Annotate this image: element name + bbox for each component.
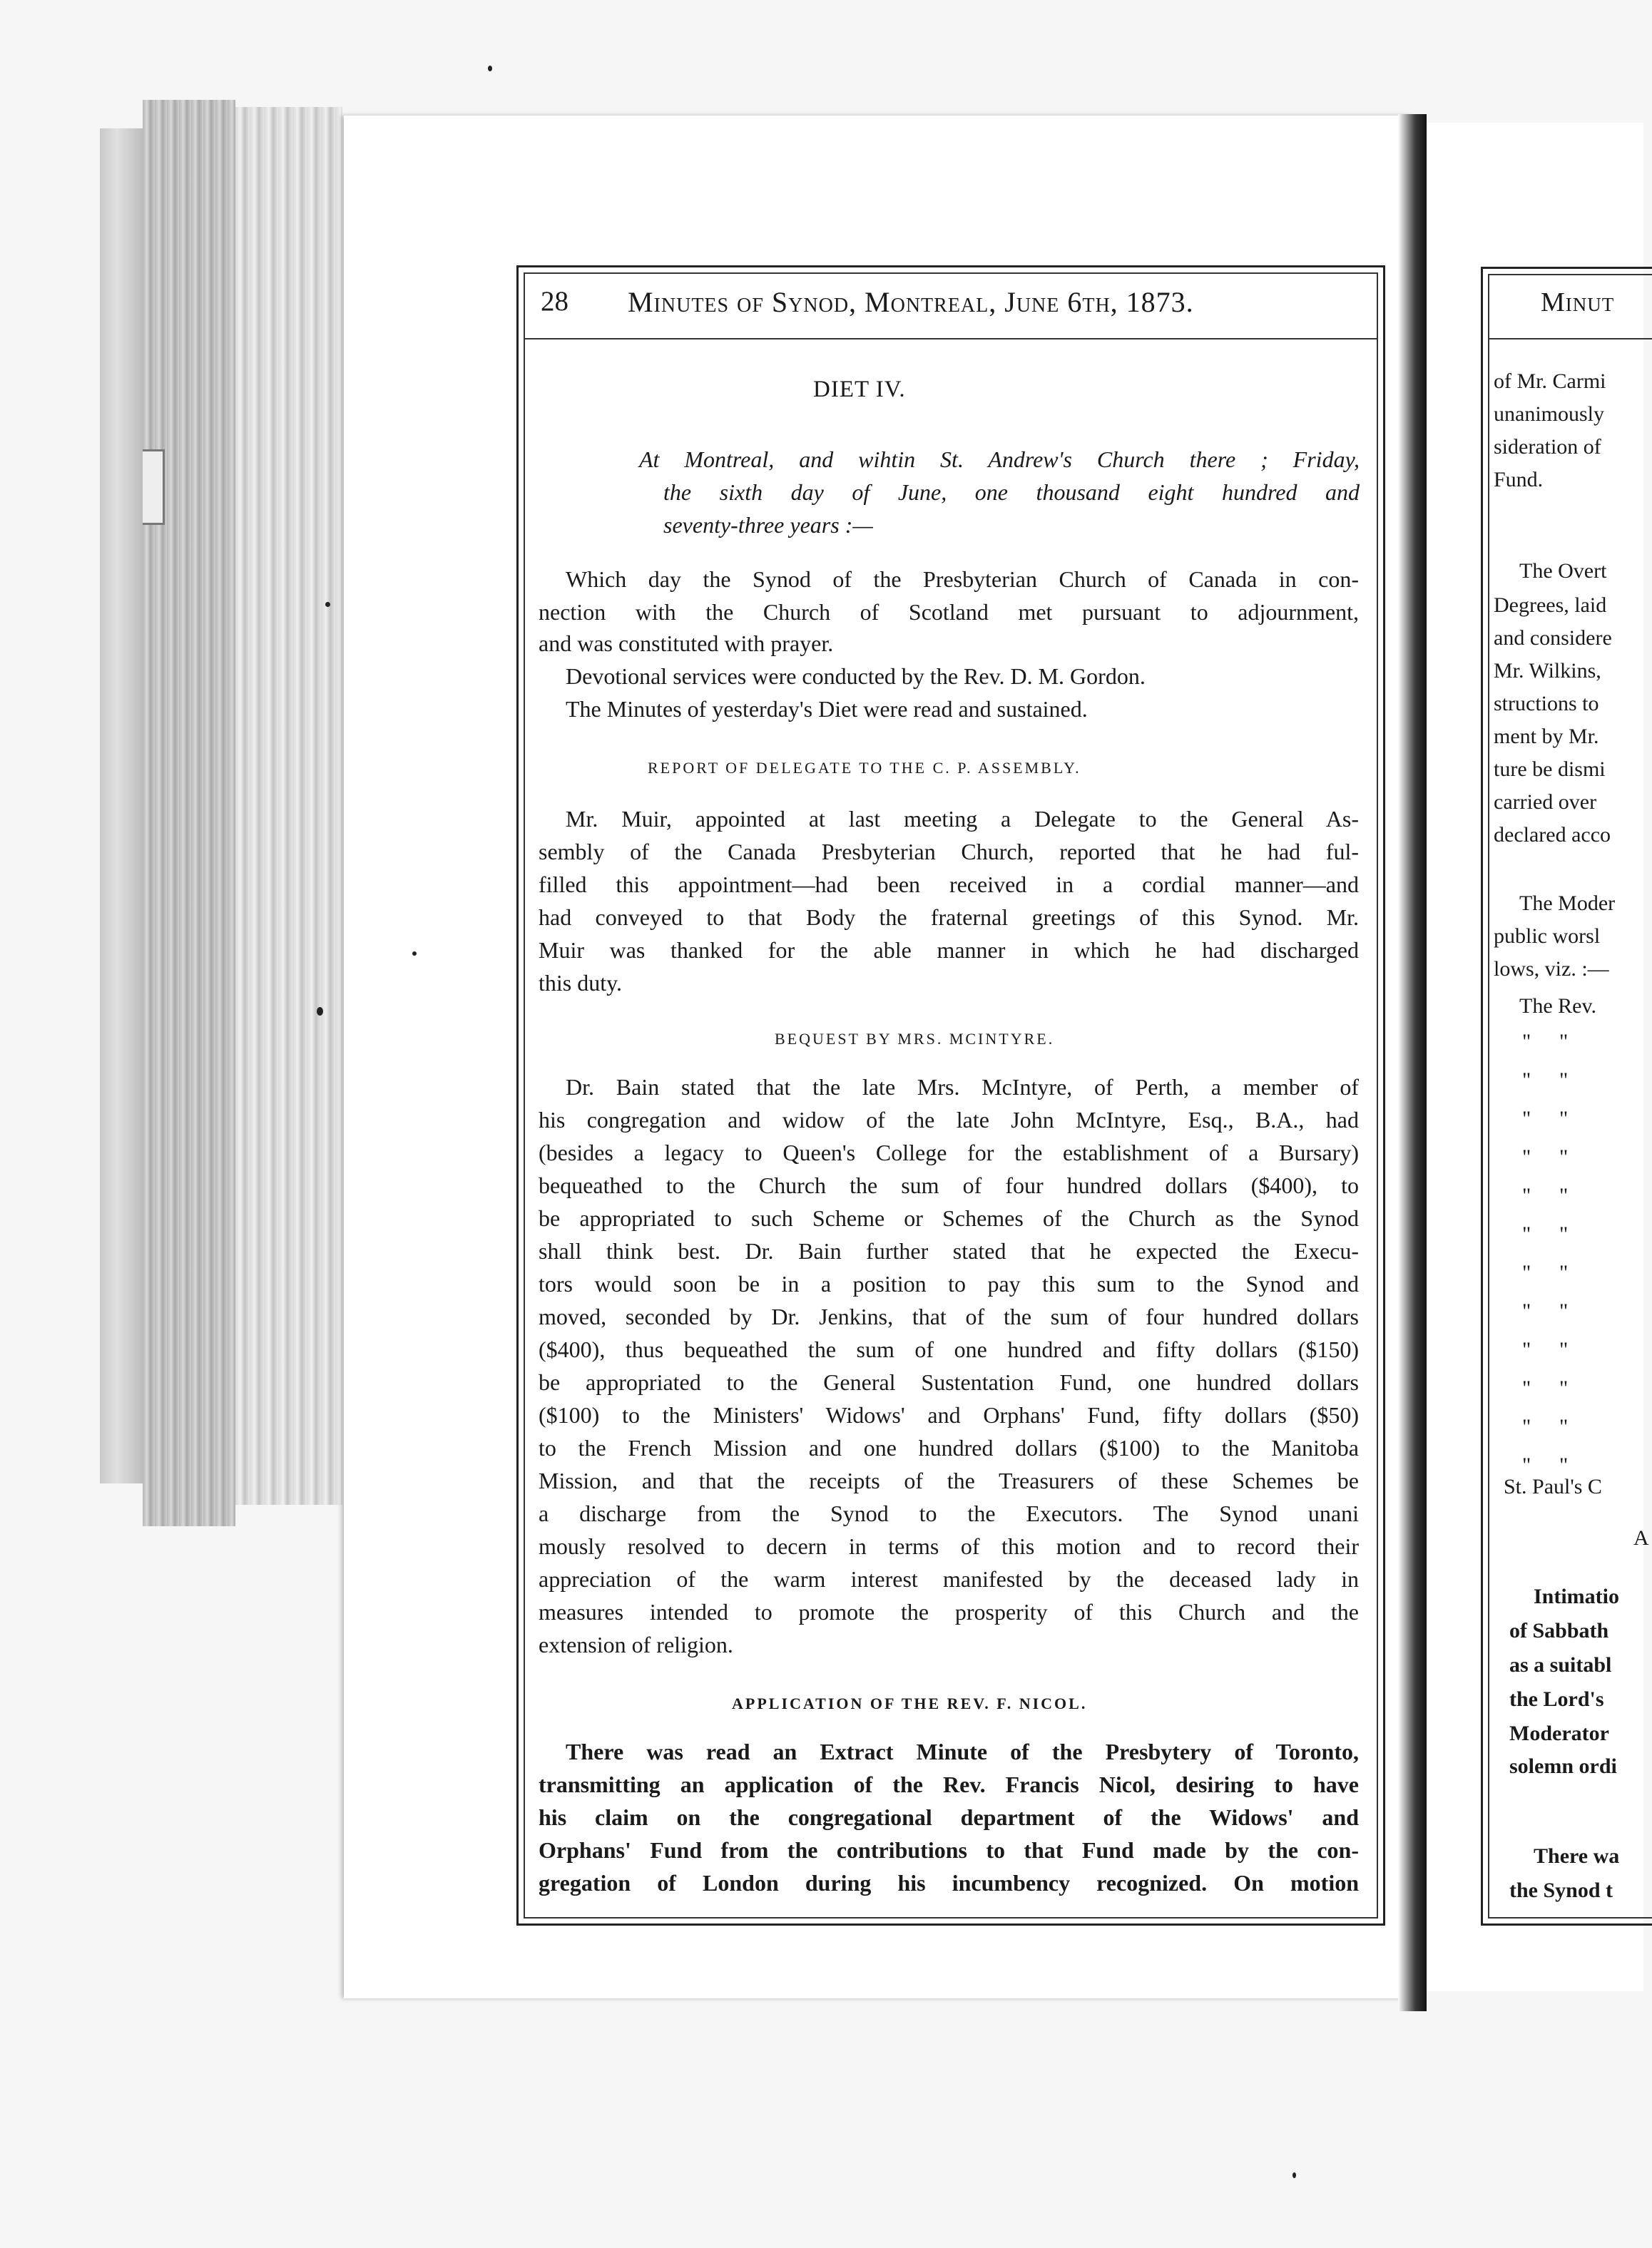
delegate-line: had conveyed to that Body the fraternal greetings of this Synod. Mr. xyxy=(539,904,1359,930)
ditto-mark: " xyxy=(1559,1415,1569,1439)
bequest-line: shall think best. Dr. Bain further stated that he expected the Execu- xyxy=(539,1238,1359,1264)
opening-line: nection with the Church of Scotland met pursuant to adjournment, xyxy=(539,599,1359,625)
right-page-line: and considere xyxy=(1494,626,1612,650)
right-page-line: St. Paul's C xyxy=(1504,1475,1602,1498)
right-page-line: public worsl xyxy=(1494,924,1601,948)
right-page-line: ture be dismi xyxy=(1494,757,1606,781)
section-heading-bequest: BEQUEST BY MRS. MCINTYRE. xyxy=(775,1030,1055,1048)
delegate-line: Muir was thanked for the able manner in which he had discharged xyxy=(539,937,1359,963)
ditto-mark: " xyxy=(1559,1068,1569,1092)
ditto-mark: " xyxy=(1522,1376,1531,1400)
delegate-line: this duty. xyxy=(539,970,623,996)
section-heading-delegate: REPORT OF DELEGATE TO THE C. P. ASSEMBLY. xyxy=(648,759,1081,777)
scan-speck xyxy=(412,951,417,956)
page-stack-edge xyxy=(143,100,235,1526)
right-page-line: lows, viz. :— xyxy=(1494,957,1609,981)
right-page-line: sideration of xyxy=(1494,435,1601,459)
ditto-mark: " xyxy=(1522,1299,1531,1323)
ditto-mark: " xyxy=(1522,1261,1531,1284)
right-page-line: carried over xyxy=(1494,790,1597,814)
bequest-line: Mission, and that the receipts of the Treasurers of these Schemes be xyxy=(539,1468,1359,1493)
right-page-line: Fund. xyxy=(1494,468,1544,491)
scan-speck xyxy=(325,602,330,607)
opening-line: and was constituted with prayer. xyxy=(539,630,834,656)
bequest-line: tors would soon be in a position to pay this sum to the Synod and xyxy=(539,1271,1359,1297)
ditto-mark: " xyxy=(1559,1222,1569,1246)
application-line: There was read an Extract Minute of the Presbytery of Toronto, xyxy=(566,1739,1359,1764)
meeting-line: At Montreal, and wihtin St. Andrew's Church there ; Friday, xyxy=(639,446,1360,472)
page-tab-marker xyxy=(143,449,165,525)
meeting-line: seventy-three years :— xyxy=(663,512,873,538)
ditto-mark: " xyxy=(1559,1376,1569,1400)
right-page-line: as a suitabl xyxy=(1509,1653,1612,1677)
ditto-mark: " xyxy=(1559,1299,1569,1323)
right-page-line: There wa xyxy=(1534,1844,1620,1868)
bequest-line: (besides a legacy to Queen's College for the establishment of a Bursary) xyxy=(539,1140,1359,1165)
ditto-mark: " xyxy=(1559,1261,1569,1284)
page-stack-inner-edge xyxy=(235,107,342,1505)
ditto-mark: " xyxy=(1522,1030,1531,1053)
bequest-line: measures intended to promote the prosperity of this Church and the xyxy=(539,1599,1359,1625)
ditto-mark: " xyxy=(1522,1415,1531,1439)
bequest-line: to the French Mission and one hundred dollars ($100) to the Manitoba xyxy=(539,1435,1359,1461)
bequest-line: appreciation of the warm interest manifested by the deceased lady in xyxy=(539,1566,1359,1592)
ditto-mark: " xyxy=(1522,1222,1531,1246)
bequest-line: a discharge from the Synod to the Executors. The Synod unani xyxy=(539,1501,1359,1526)
ditto-mark: " xyxy=(1522,1068,1531,1092)
right-page-line: structions to xyxy=(1494,692,1599,715)
ditto-mark: " xyxy=(1522,1145,1531,1169)
application-line: his claim on the congregational department of the Widows' and xyxy=(539,1804,1359,1830)
right-page-line: of Sabbath xyxy=(1509,1619,1609,1642)
right-page-line: unanimously xyxy=(1494,402,1604,426)
ditto-mark: " xyxy=(1522,1453,1531,1477)
book-edge-outer xyxy=(100,128,143,1483)
ditto-mark: " xyxy=(1522,1338,1531,1361)
ditto-mark: " xyxy=(1522,1184,1531,1207)
book-gutter xyxy=(1398,114,1427,2011)
minutes-line: The Minutes of yesterday's Diet were read and sustained. xyxy=(566,696,1088,722)
bequest-line: be appropriated to such Scheme or Schemes of the Church as the Synod xyxy=(539,1205,1359,1231)
bequest-line: extension of religion. xyxy=(539,1632,733,1657)
right-page-line: ment by Mr. xyxy=(1494,725,1599,748)
application-line: gregation of London during his incumbency recognized. On motion xyxy=(539,1870,1359,1896)
ditto-mark: " xyxy=(1559,1145,1569,1169)
right-page-line: The Rev. xyxy=(1519,994,1597,1018)
scan-speck xyxy=(488,66,492,71)
delegate-line: filled this appointment—had been received in a cordial manner—and xyxy=(539,872,1359,897)
section-heading-application: APPLICATION OF THE REV. F. NICOL. xyxy=(732,1695,1088,1712)
right-page-running-title: Minut xyxy=(1541,287,1615,317)
bequest-line: Dr. Bain stated that the late Mrs. McIntyre, of Perth, a member of xyxy=(566,1074,1359,1100)
bequest-line: his congregation and widow of the late John McIntyre, Esq., B.A., had xyxy=(539,1107,1359,1133)
right-page-line: the Lord's xyxy=(1509,1687,1604,1711)
application-line: transmitting an application of the Rev. Francis Nicol, desiring to have xyxy=(539,1772,1359,1797)
diet-heading: DIET IV. xyxy=(813,377,906,402)
meeting-line: the sixth day of June, one thousand eight hundred and xyxy=(663,479,1360,505)
right-page-line: Intimatio xyxy=(1534,1585,1619,1608)
ditto-mark: " xyxy=(1559,1030,1569,1053)
bequest-line: bequeathed to the Church the sum of four hundred dollars ($400), to xyxy=(539,1172,1359,1198)
right-page-line: of Mr. Carmi xyxy=(1494,369,1606,393)
ditto-mark: " xyxy=(1559,1338,1569,1361)
right-page-line: Mr. Wilkins, xyxy=(1494,659,1601,683)
right-page-line: Moderator xyxy=(1509,1722,1609,1745)
ditto-mark: " xyxy=(1559,1107,1569,1130)
bequest-line: moved, seconded by Dr. Jenkins, that of the sum of four hundred dollars xyxy=(539,1304,1359,1329)
page-number: 28 xyxy=(541,286,568,317)
bequest-line: mously resolved to decern in terms of this motion and to record their xyxy=(539,1533,1359,1559)
bequest-line: ($100) to the Ministers' Widows' and Orphans' Fund, fifty dollars ($50) xyxy=(539,1402,1359,1428)
running-title: Minutes of Synod, Montreal, June 6th, 1873. xyxy=(628,286,1194,318)
right-page-line: A xyxy=(1633,1526,1649,1550)
delegate-line: sembly of the Canada Presbyterian Church, reported that he had ful- xyxy=(539,839,1359,864)
right-page-line: The Overt xyxy=(1519,559,1607,583)
opening-line: Which day the Synod of the Presbyterian Church of Canada in con- xyxy=(566,566,1359,592)
application-line: Orphans' Fund from the contributions to that Fund made by the con- xyxy=(539,1837,1359,1863)
scan-speck xyxy=(317,1007,323,1016)
right-page-header-rule xyxy=(1488,338,1652,339)
right-page-line: solemn ordi xyxy=(1509,1754,1617,1778)
header-rule xyxy=(524,338,1378,339)
ditto-mark: " xyxy=(1522,1107,1531,1130)
ditto-mark: " xyxy=(1559,1453,1569,1477)
bequest-line: ($400), thus bequeathed the sum of one hundred and fifty dollars ($150) xyxy=(539,1337,1359,1362)
right-page-line: the Synod t xyxy=(1509,1879,1613,1902)
devotional-line: Devotional services were conducted by the Rev. D. M. Gordon. xyxy=(566,663,1146,689)
right-page-line: declared acco xyxy=(1494,823,1611,847)
delegate-line: Mr. Muir, appointed at last meeting a Delegate to the General As- xyxy=(566,806,1359,832)
bequest-line: be appropriated to the General Sustentation Fund, one hundred dollars xyxy=(539,1369,1359,1395)
right-page-line: Degrees, laid xyxy=(1494,593,1607,617)
scan-speck xyxy=(1292,2172,1296,2178)
ditto-mark: " xyxy=(1559,1184,1569,1207)
right-page-line: The Moder xyxy=(1519,891,1616,915)
